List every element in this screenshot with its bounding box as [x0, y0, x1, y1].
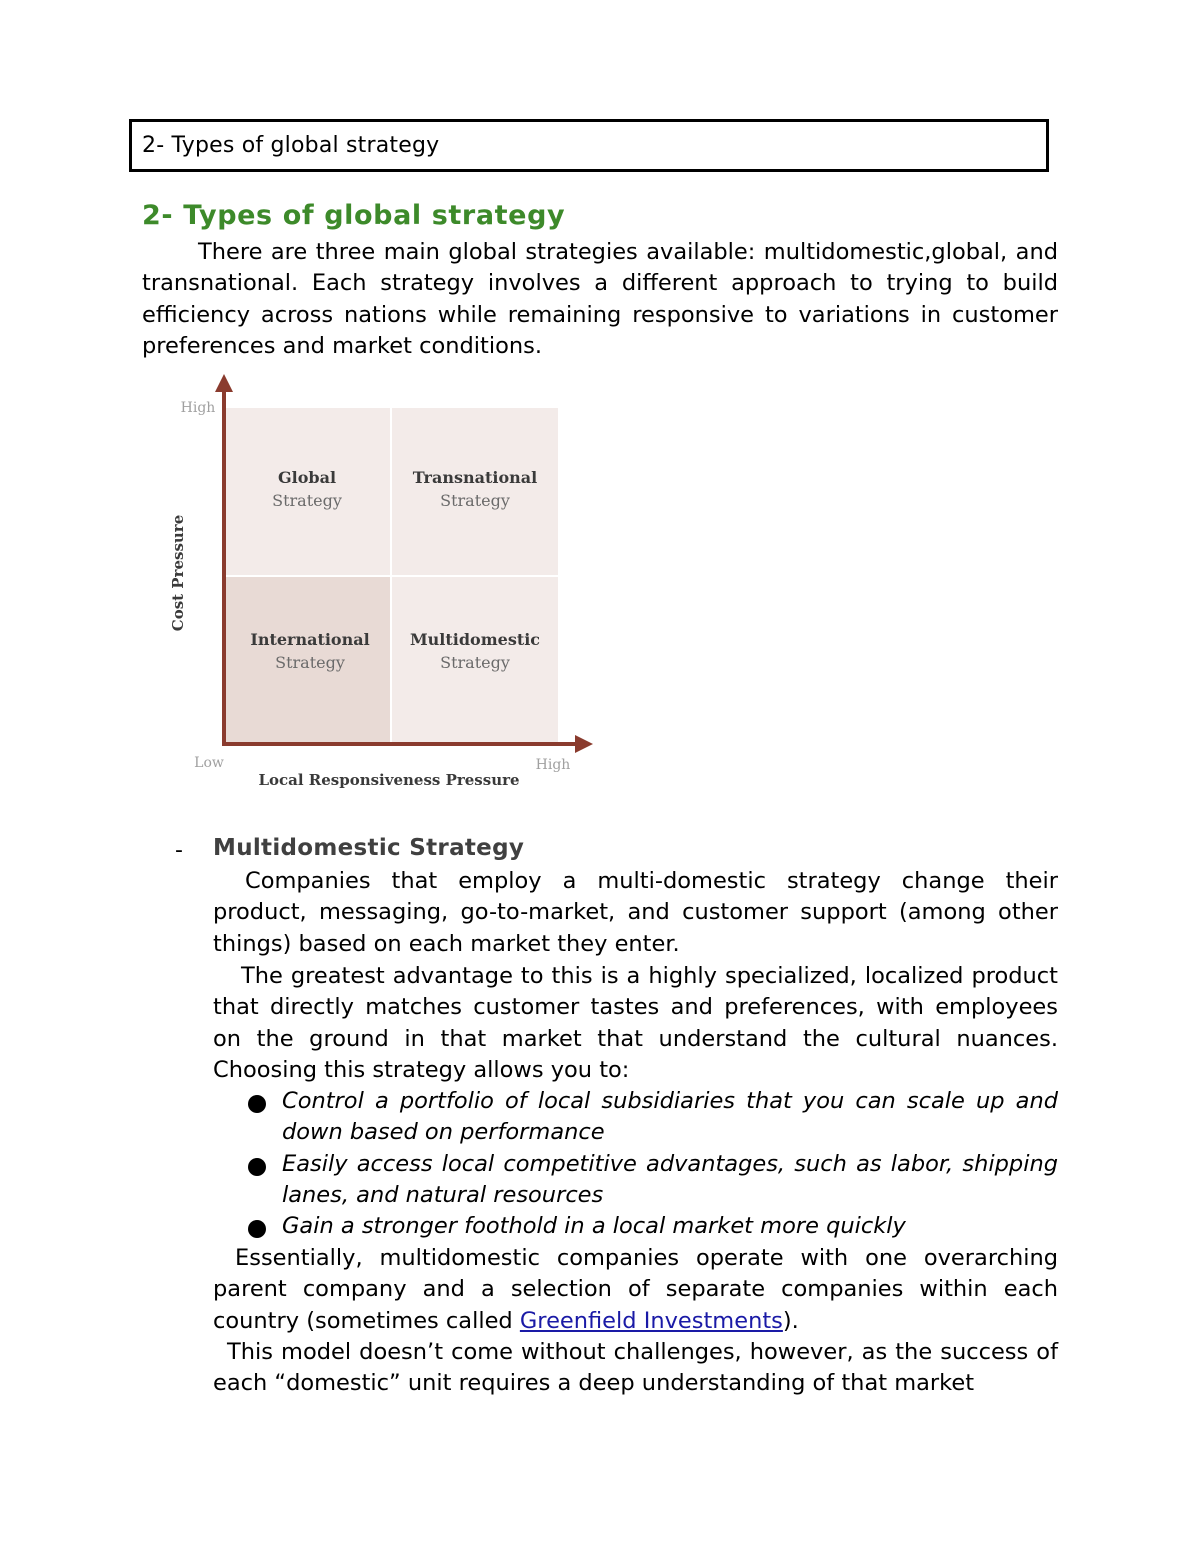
x-high-label: High: [535, 757, 571, 773]
multidomestic-paragraph-1: Companies that employ a multi-domestic strategy change their product, messaging, go-to-market, and customer support (among other things) based on each market they enter.: [213, 868, 1058, 957]
quadrant-global-sub: Strategy: [272, 491, 342, 510]
list-item-text: Gain a stronger foothold in a local market more quickly: [282, 1213, 906, 1240]
multidomestic-paragraph-4: This model doesn’t come without challenges, however, as the success of each “domestic” unit requires a deep understanding of that market: [213, 1339, 1058, 1397]
strategy-matrix-svg: [150, 370, 600, 804]
quadrant-transnational-name: Transnational: [412, 468, 538, 487]
quadrant-multidomestic-sub: Strategy: [440, 653, 510, 672]
list-item-text: Control a portfolio of local subsidiaries that you can scale up and down based on performance: [282, 1088, 1058, 1146]
multidomestic-heading: Multidomestic Strategy: [213, 835, 525, 861]
x-axis-title: Local Responsiveness Pressure: [258, 771, 520, 789]
y-high-label: High: [180, 400, 216, 416]
multidomestic-paragraph-3: [213, 1243, 1058, 1337]
quadrant-international-sub: Strategy: [275, 653, 345, 672]
section-heading: 2- Types of global strategy: [142, 200, 566, 231]
title-box: [129, 119, 1049, 172]
list-item: [246, 1149, 1058, 1212]
bullet-dot-icon: [248, 1158, 266, 1176]
intro-paragraph: There are three main global strategies available: multidomestic,global, and transnational. Each strategy involves a different approach to trying to build efficiency across nations while remaining responsive to variations in customer preferences and market conditions.: [142, 239, 1058, 359]
list-item: [246, 1211, 1058, 1242]
x-axis-arrow: [575, 735, 593, 753]
list-item: [246, 1086, 1058, 1149]
quadrant-multidomestic-name: Multidomestic: [409, 630, 541, 649]
y-axis-title: Cost Pressure: [169, 514, 187, 632]
p3-text-after: ).: [782, 1307, 799, 1334]
advantages-list: [246, 1086, 1058, 1242]
bullet-dot-icon: [248, 1095, 266, 1113]
bullet-dot-icon: [248, 1220, 266, 1238]
y-axis-arrow: [215, 374, 233, 392]
section-dash: -: [175, 838, 183, 863]
quadrant-transnational-sub: Strategy: [440, 491, 510, 510]
list-item-text: Easily access local competitive advantages, such as labor, shipping lanes, and natural resources: [282, 1150, 1058, 1208]
quadrant-international-name: International: [250, 630, 370, 649]
greenfield-investments-link[interactable]: Greenfield Investments: [519, 1307, 783, 1334]
quadrant-global-name: Global: [277, 468, 337, 487]
title-box-text: 2- Types of global strategy: [142, 133, 440, 158]
multidomestic-paragraph-2: The greatest advantage to this is a highly specialized, localized product that directly matches customer tastes and preferences, with employees on the ground in that market that understand the cultural nuances. Choosing this strategy allows you to:: [213, 963, 1058, 1083]
strategy-matrix-figure: [150, 370, 600, 804]
p3-text-before: Essentially, multidomestic companies operate with one overarching parent company and a selection of separate companies within each country (sometimes called: [213, 1245, 1058, 1334]
x-low-label: Low: [194, 755, 224, 771]
